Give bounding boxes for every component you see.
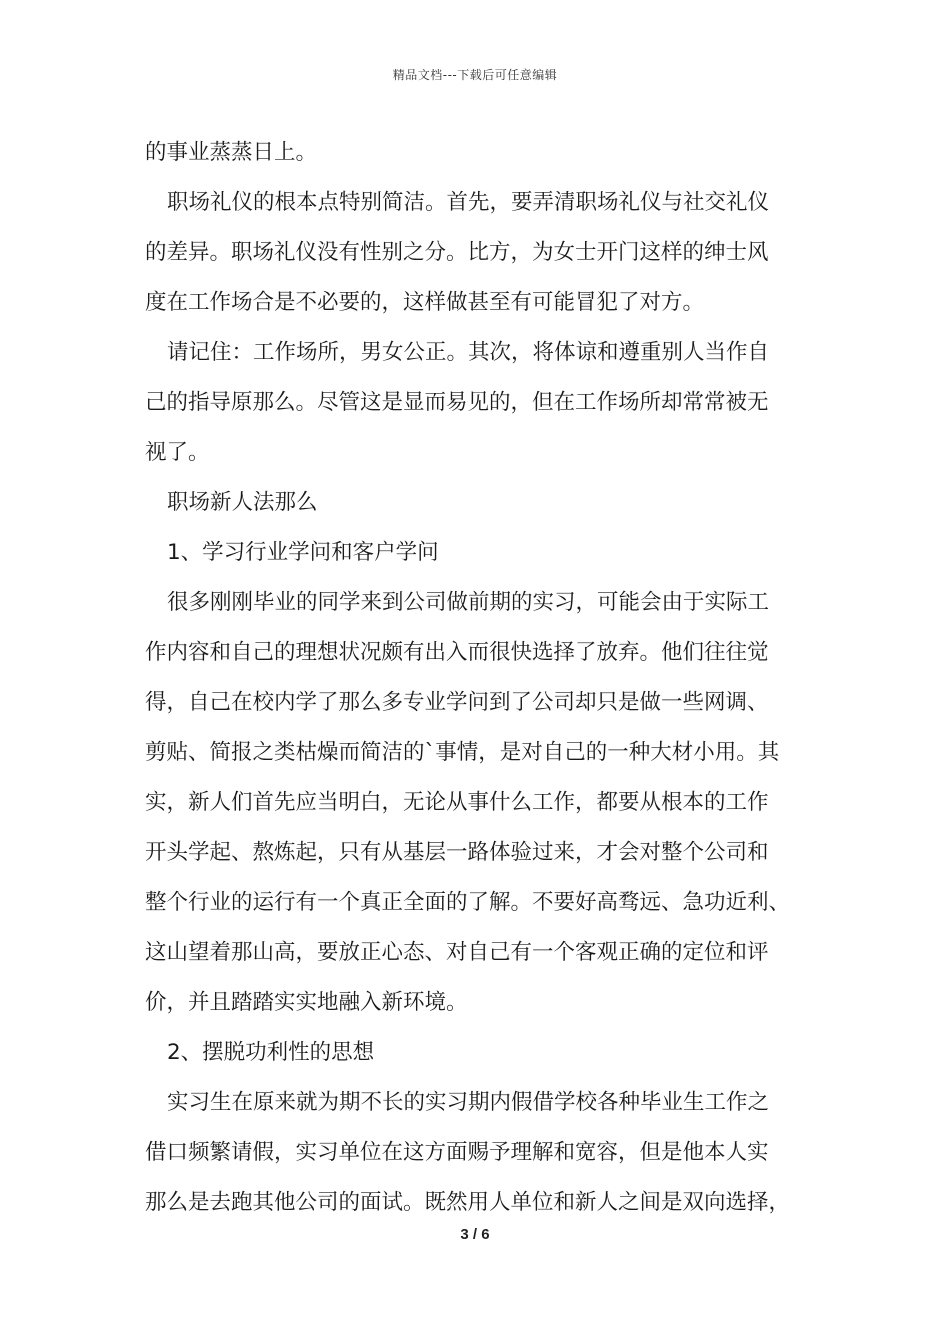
text-line: 请记住：工作场所，男女公正。其次，将体谅和遵重别人当作自 — [167, 340, 770, 365]
text-line: 2、摆脱功利性的思想 — [167, 1040, 375, 1065]
text-line: 度在工作场合是不必要的，这样做甚至有可能冒犯了对方。 — [145, 290, 705, 315]
body-text — [145, 128, 835, 1228]
text-line: 的差异。职场礼仪没有性别之分。比方，为女士开门这样的绅士风 — [145, 240, 769, 265]
text-line: 借口频繁请假，实习单位在这方面赐予理解和宽容，但是他本人实 — [145, 1140, 769, 1165]
page-header: 精品文档---下载后可任意编辑 — [392, 68, 558, 82]
text-line: 实习生在原来就为期不长的实习期内假借学校各种毕业生工作之 — [167, 1090, 770, 1115]
text-line: 实，新人们首先应当明白，无论从事什么工作，都要从根本的工作 — [145, 790, 769, 815]
text-line: 视了。 — [145, 440, 210, 465]
text-line: 1、学习行业学问和客户学问 — [167, 540, 439, 565]
text-line: 很多刚刚毕业的同学来到公司做前期的实习，可能会由于实际工 — [167, 590, 770, 615]
page-number: 3 / 6 — [460, 1226, 490, 1243]
text-line: 职场礼仪的根本点特别简洁。首先，要弄清职场礼仪与社交礼仪 — [167, 190, 770, 215]
text-line: 己的指导原那么。尽管这是显而易见的，但在工作场所却常常被无 — [145, 390, 769, 415]
text-line: 这山望着那山高，要放正心态、对自己有一个客观正确的定位和评 — [145, 940, 769, 965]
text-line: 开头学起、熬炼起，只有从基层一路体验过来，才会对整个公司和 — [145, 840, 769, 865]
text-line: 剪贴、简报之类枯燥而简洁的`事情，是对自己的一种大材小用。其 — [145, 740, 780, 765]
text-line: 那么是去跑其他公司的面试。既然用人单位和新人之间是双向选择， — [145, 1190, 791, 1215]
text-line: 的事业蒸蒸日上。 — [145, 140, 318, 165]
text-line: 价，并且踏踏实实地融入新环境。 — [145, 990, 468, 1015]
text-line: 作内容和自己的理想状况颇有出入而很快选择了放弃。他们往往觉 — [145, 640, 769, 665]
text-line: 整个行业的运行有一个真正全面的了解。不要好高骛远、急功近利、 — [145, 890, 791, 915]
text-line: 职场新人法那么 — [167, 490, 318, 515]
text-line: 得，自己在校内学了那么多专业学问到了公司却只是做一些网调、 — [145, 690, 769, 715]
